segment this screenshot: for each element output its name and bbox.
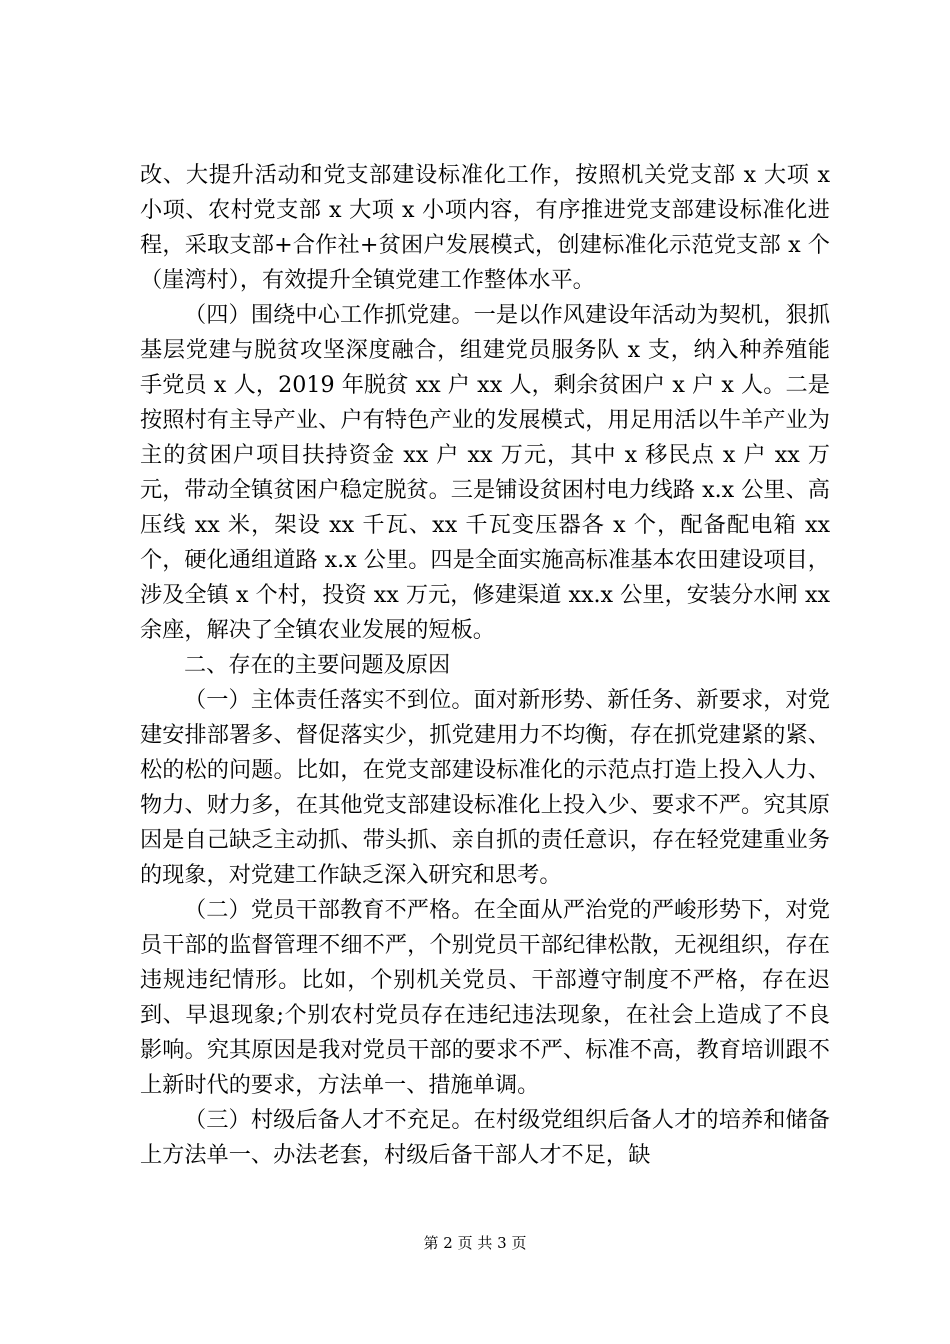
paragraph-problem-one: （一）主体责任落实不到位。面对新形势、新任务、新要求，对党建安排部署多、督促落实少，抓党建用力不均衡，存在抓党建紧的紧、松的松的问题。比如，在党支部建设标准化的示范点打造上投入人力、物力、财力多，在其他党支部建设标准化上投入少、要求不严。究其原因是自己缺乏主动抓、带头抓、亲自抓的责任意识，存在轻党建重业务的现象，对党建工作缺乏深入研究和思考。 [140,687,830,888]
section-heading-problems: 二、存在的主要问题及原因 [184,652,451,678]
page-footer: 第 2 页 共 3 页 [423,1234,527,1252]
paragraph-problem-two: （二）党员干部教育不严格。在全面从严治党的严峻形势下，对党员干部的监督管理不细不严，个别党员干部纪律松散，无视组织，存在违规违纪情形。比如，个别机关党员、干部遵守制度不严格，存在迟到、早退现象;个别农村党员存在违纪违法现象，在社会上造成了不良影响。究其原因是我对党员干部的要求不严、标准不高，教育培训跟不上新时代的要求，方法单一、措施单调。 [140,897,830,1098]
document-body [140,158,830,1173]
paragraph-problem-three: （三）村级后备人才不充足。在村级党组织后备人才的培养和储备上方法单一、办法老套，村级后备干部人才不足，缺 [140,1107,830,1168]
paragraph-section-four: （四）围绕中心工作抓党建。一是以作风建设年活动为契机，狠抓基层党建与脱贫攻坚深度融合，组建党员服务队 x 支，纳入种养殖能手党员 x 人，2019 年脱贫 xx 户 xx 人，剩余贫困户 x 户 x 人。二是按照村有主导产业、户有特色产业的发展模式，用足用活以牛羊产业为主的贫困户项目扶持资金 xx 户 xx 万元，其中 x 移民点 x 户 xx 万元，带动全镇贫困户稳定脱贫。三是铺设贫困村电力线路 x.x 公里、高压线 xx 米，架设 xx 千瓦、xx 千瓦变压器各 x 个，配备配电箱 xx 个，硬化通组道路 x.x 公里。四是全面实施高标准基本农田建设项目，涉及全镇 x 个村，投资 xx 万元，修建渠道 xx.x 公里，安装分水闸 xx 余座，解决了全镇农业发展的短板。 [140,302,830,643]
paragraph-continuation: 改、大提升活动和党支部建设标准化工作，按照机关党支部 x 大项 x 小项、农村党支部 x 大项 x 小项内容，有序推进党支部建设标准化进程，采取支部+合作社+贫困户发展模式，创建标准化示范党支部 x 个（崖湾村），有效提升全镇党建工作整体水平。 [140,162,830,293]
